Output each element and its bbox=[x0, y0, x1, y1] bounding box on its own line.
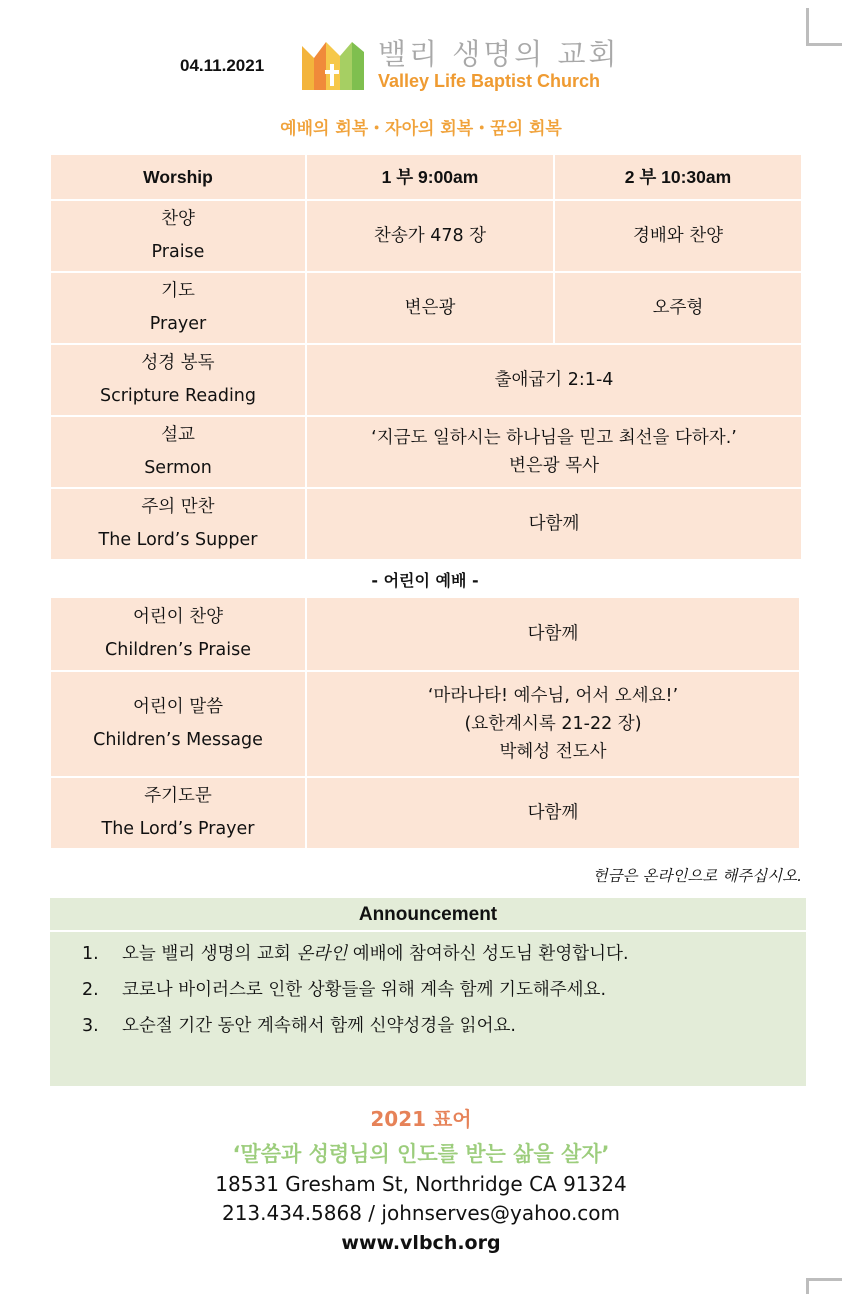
supper-label bbox=[51, 489, 305, 559]
sermon-label-en: Sermon bbox=[144, 458, 212, 478]
announcement-emphasis: 온라인 bbox=[296, 944, 348, 964]
lords-prayer-label-en: The Lord’s Prayer bbox=[101, 819, 255, 839]
table-row bbox=[51, 672, 799, 776]
year-motto-label: 2021 표어 bbox=[370, 1107, 472, 1131]
list-item bbox=[50, 1008, 806, 1044]
church-name-korean: 밸리 생명의 교회 bbox=[378, 37, 620, 71]
children-message-value bbox=[307, 672, 799, 776]
table-row bbox=[51, 345, 801, 415]
announcement-text: 오순절 기간 동안 계속해서 함께 신약성경을 읽어요. bbox=[122, 1016, 516, 1036]
supper-value: 다함께 bbox=[307, 489, 801, 559]
announcement-text: 코로나 바이러스로 인한 상황들을 위해 계속 함께 기도해주세요. bbox=[122, 980, 607, 1000]
sermon-label-ko: 설교 bbox=[161, 425, 195, 445]
sermon-value bbox=[307, 417, 801, 487]
offering-note: 헌금은 온라인으로 해주십시오. bbox=[592, 867, 802, 885]
table-row bbox=[51, 201, 801, 271]
table-row bbox=[51, 598, 799, 670]
children-worship-divider: - 어린이 예배 - bbox=[371, 571, 479, 590]
church-motto: 예배의 회복・자아의 회복・꿈의 회복 bbox=[280, 119, 562, 139]
reading-label-ko: 성경 봉독 bbox=[141, 353, 215, 373]
children-praise-label-ko: 어린이 찬양 bbox=[132, 607, 224, 627]
church-name-english: Valley Life Baptist Church bbox=[378, 71, 601, 91]
reading-label bbox=[51, 345, 305, 415]
list-item bbox=[50, 936, 806, 972]
table-row bbox=[51, 417, 801, 487]
praise-label-en: Praise bbox=[151, 242, 205, 262]
announcement-title: Announcement bbox=[50, 898, 806, 932]
children-worship-table bbox=[49, 596, 801, 850]
prayer-service-2: 오주형 bbox=[555, 273, 801, 343]
sermon-title: ‘지금도 일하시는 하나님을 믿고 최선을 다하자.’ bbox=[371, 427, 737, 448]
children-message-label bbox=[51, 672, 305, 776]
supper-label-ko: 주의 만찬 bbox=[141, 497, 215, 517]
church-address: 18531 Gresham St, Northridge CA 91324 bbox=[215, 1172, 627, 1196]
list-item bbox=[50, 972, 806, 1008]
bulletin-date: 04.11.2021 bbox=[180, 56, 265, 75]
children-message-label-en: Children’s Message bbox=[93, 730, 263, 750]
lords-prayer-label-ko: 주기도문 bbox=[144, 786, 212, 806]
reading-value: 출애굽기 2:1-4 bbox=[307, 345, 801, 415]
praise-service-1: 찬송가 478 장 bbox=[307, 201, 553, 271]
announcement-number: 1. bbox=[82, 944, 99, 964]
page-corner-mark-bottom bbox=[806, 1278, 842, 1294]
children-praise-label-en: Children’s Praise bbox=[105, 640, 251, 660]
table-row bbox=[51, 489, 801, 559]
worship-header-cell: Worship bbox=[51, 155, 305, 199]
announcement-number: 2. bbox=[82, 980, 99, 1000]
service-1-header: 1 부 9:00am bbox=[307, 155, 553, 199]
lords-prayer-label bbox=[51, 778, 305, 848]
worship-order-table bbox=[49, 153, 803, 561]
children-message-label-ko: 어린이 말씀 bbox=[132, 697, 224, 717]
supper-label-en: The Lord’s Supper bbox=[98, 530, 258, 550]
children-praise-label bbox=[51, 598, 305, 670]
praise-service-2: 경배와 찬양 bbox=[555, 201, 801, 271]
reading-label-en: Scripture Reading bbox=[99, 386, 257, 406]
table-row bbox=[51, 155, 801, 199]
children-message-speaker: 박혜성 전도사 bbox=[499, 741, 607, 762]
church-website-link[interactable]: www.vlbch.org bbox=[341, 1232, 501, 1254]
page-corner-mark-top bbox=[806, 8, 842, 46]
praise-label bbox=[51, 201, 305, 271]
prayer-service-1: 변은광 bbox=[307, 273, 553, 343]
lords-prayer-value: 다함께 bbox=[307, 778, 799, 848]
prayer-label-ko: 기도 bbox=[161, 281, 195, 301]
children-praise-value: 다함께 bbox=[307, 598, 799, 670]
children-message-ref: (요한계시록 21-22 장) bbox=[464, 713, 642, 734]
prayer-label bbox=[51, 273, 305, 343]
sermon-speaker: 변은광 목사 bbox=[508, 455, 600, 476]
year-motto: ‘말씀과 성령님의 인도를 받는 삶을 살자’ bbox=[232, 1142, 610, 1166]
table-row bbox=[51, 273, 801, 343]
announcement-text: 오늘 밸리 생명의 교회 bbox=[122, 944, 297, 964]
table-row bbox=[51, 778, 799, 848]
announcement-list bbox=[50, 936, 806, 1044]
sermon-label bbox=[51, 417, 305, 487]
praise-label-ko: 찬양 bbox=[161, 209, 195, 229]
announcement-number: 3. bbox=[82, 1016, 99, 1036]
children-message-title: ‘마라나타! 예수님, 어서 오세요!’ bbox=[427, 685, 679, 706]
service-2-header: 2 부 10:30am bbox=[555, 155, 801, 199]
church-contact: 213.434.5868 / johnserves@yahoo.com bbox=[221, 1201, 621, 1225]
church-logo-icon bbox=[300, 36, 366, 92]
announcement-box bbox=[50, 898, 806, 1086]
prayer-label-en: Prayer bbox=[149, 314, 207, 334]
announcement-text: 예배에 참여하신 성도님 환영합니다. bbox=[347, 944, 629, 964]
